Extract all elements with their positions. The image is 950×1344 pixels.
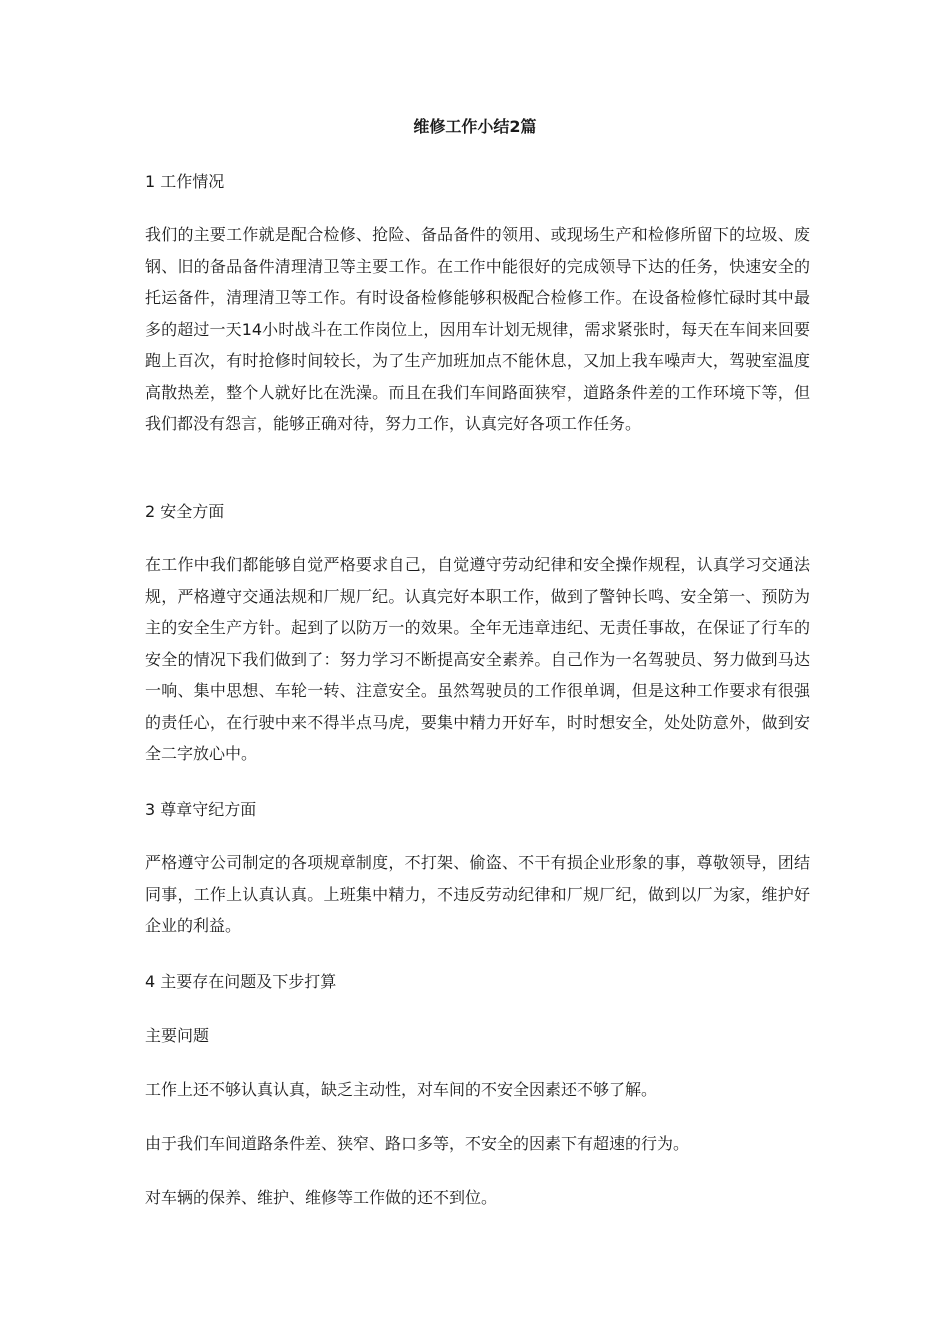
section-1-body: 我们的主要工作就是配合检修、抢险、备品备件的领用、或现场生产和检修所留下的垃圾、废钢、旧的备品备件清理清卫等主要工作。在工作中能很好的完成领导下达的任务，快速安全的托运备件，清理清卫等工作。有时设备检修能够积极配合检修工作。在设备检修忙碌时其中最多的超过一天14小时战斗在工作岗位上，因用车计划无规律，需求紧张时，每天在车间来回要跑上百次，有时抢修时间较长，为了生产加班加点不能休息，又加上我车噪声大，驾驶室温度高散热差，整个人就好比在洗澡。而且在我们车间路面狭窄，道路条件差的工作环境下等，但我们都没有怨言，能够正确对待，努力工作，认真完好各项工作任务。 bbox=[145, 225, 810, 433]
section-2-body: 在工作中我们都能够自觉严格要求自己，自觉遵守劳动纪律和安全操作规程，认真学习交通法规，严格遵守交通法规和厂规厂纪。认真完好本职工作，做到了警钟长鸣、安全第一、预防为主的安全生产方针。起到了以防万一的效果。全年无违章违纪、无责任事故，在保证了行车的安全的情况下我们做到了：努力学习不断提高安全素养。自己作为一名驾驶员、努力做到马达一响、集中思想、车轮一转、注意安全。虽然驾驶员的工作很单调，但是这种工作要求有很强的责任心，在行驶中来不得半点马虎，要集中精力开好车，时时想安全，处处防意外，做到安全二字放心中。 bbox=[145, 555, 810, 763]
section-4-subheading: 主要问题 bbox=[145, 1026, 210, 1045]
section-3-heading: 3 尊章守纪方面 bbox=[145, 800, 257, 819]
section-1-heading: 1 工作情况 bbox=[145, 172, 225, 191]
section-2-heading: 2 安全方面 bbox=[145, 502, 225, 521]
section-3-body: 严格遵守公司制定的各项规章制度，不打架、偷盗、不干有损企业形象的事，尊敬领导，团结同事，工作上认真认真。上班集中精力，不违反劳动纪律和厂规厂纪，做到以厂为家，维护好企业的利益。 bbox=[145, 853, 810, 935]
problem-item-2: 由于我们车间道路条件差、狭窄、路口多等，不安全的因素下有超速的行为。 bbox=[145, 1134, 690, 1153]
document-title: 维修工作小结2篇 bbox=[413, 117, 537, 136]
problem-item-1: 工作上还不够认真认真，缺乏主动性，对车间的不安全因素还不够了解。 bbox=[145, 1080, 658, 1099]
section-4-heading: 4 主要存在问题及下步打算 bbox=[145, 972, 337, 991]
problem-item-3: 对车辆的保养、维护、维修等工作做的还不到位。 bbox=[145, 1188, 498, 1207]
